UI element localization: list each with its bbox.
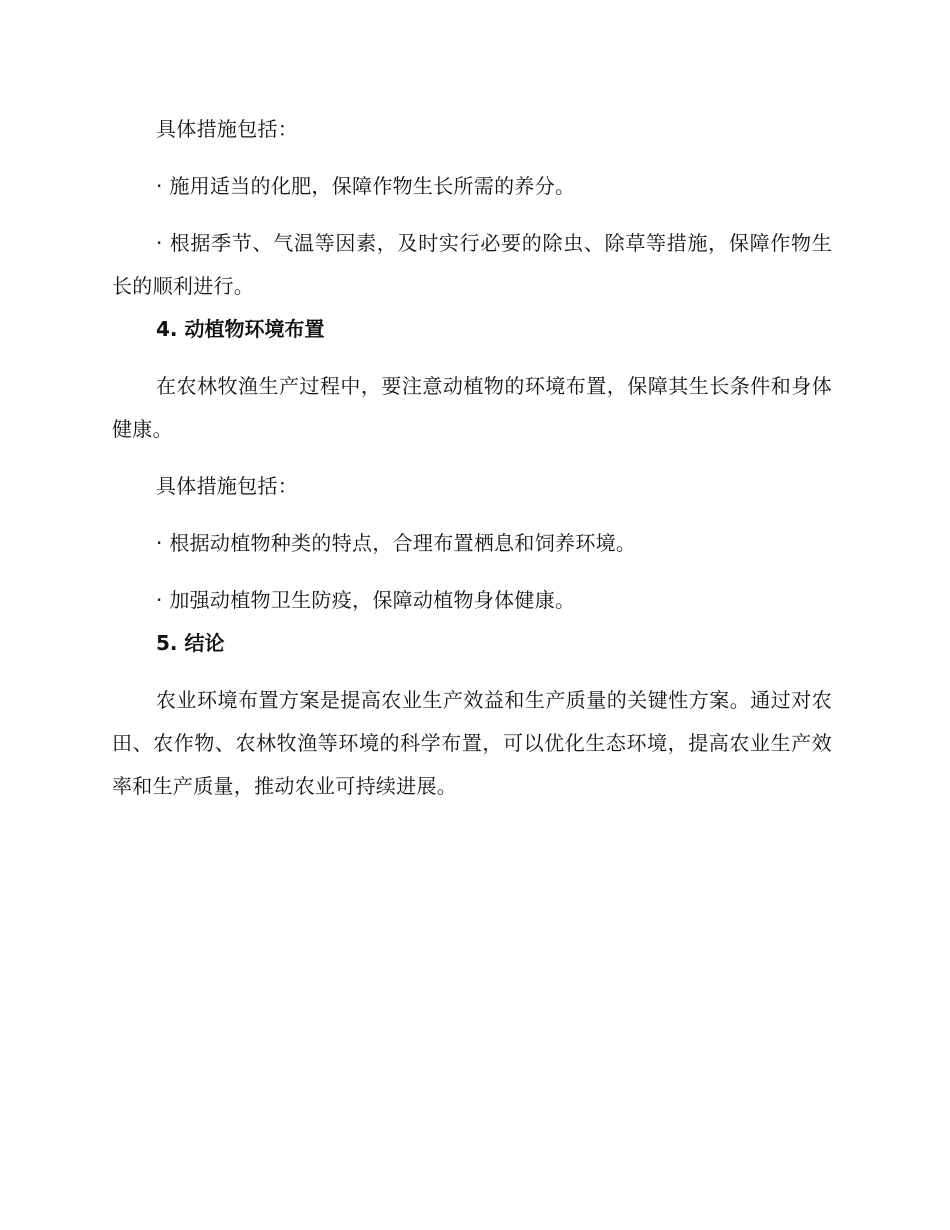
bullet-epidemic-prevention: · 加强动植物卫生防疫，保障动植物身体健康。 [156, 588, 576, 612]
paragraph-conclusion: 农业环境布置方案是提高农业生产效益和生产质量的关键性方案。通过对农田、农作物、农林牧渔等环境的科学布置，可以优化生态环境，提高农业生产效率和生产质量，推动农业可持续进展。 [112, 688, 832, 798]
section-heading-5: 5. 结论 [156, 631, 225, 655]
paragraph-animal-plant-environment: 在农林牧渔生产过程中，要注意动植物的环境布置，保障其生长条件和身体健康。 [112, 374, 832, 441]
bullet-pest-weed-control: · 根据季节、气温等因素，及时实行必要的除虫、除草等措施，保障作物生长的顺利进行。 [112, 231, 832, 298]
paragraph-measures-intro-2: 具体措施包括： [156, 474, 299, 498]
document-page [112, 108, 832, 808]
bullet-habitat: · 根据动植物种类的特点，合理布置栖息和饲养环境。 [156, 531, 637, 555]
paragraph-measures-intro: 具体措施包括： [156, 117, 299, 141]
bullet-fertilizer: · 施用适当的化肥，保障作物生长所需的养分。 [156, 174, 576, 198]
section-heading-4: 4. 动植物环境布置 [156, 317, 325, 341]
